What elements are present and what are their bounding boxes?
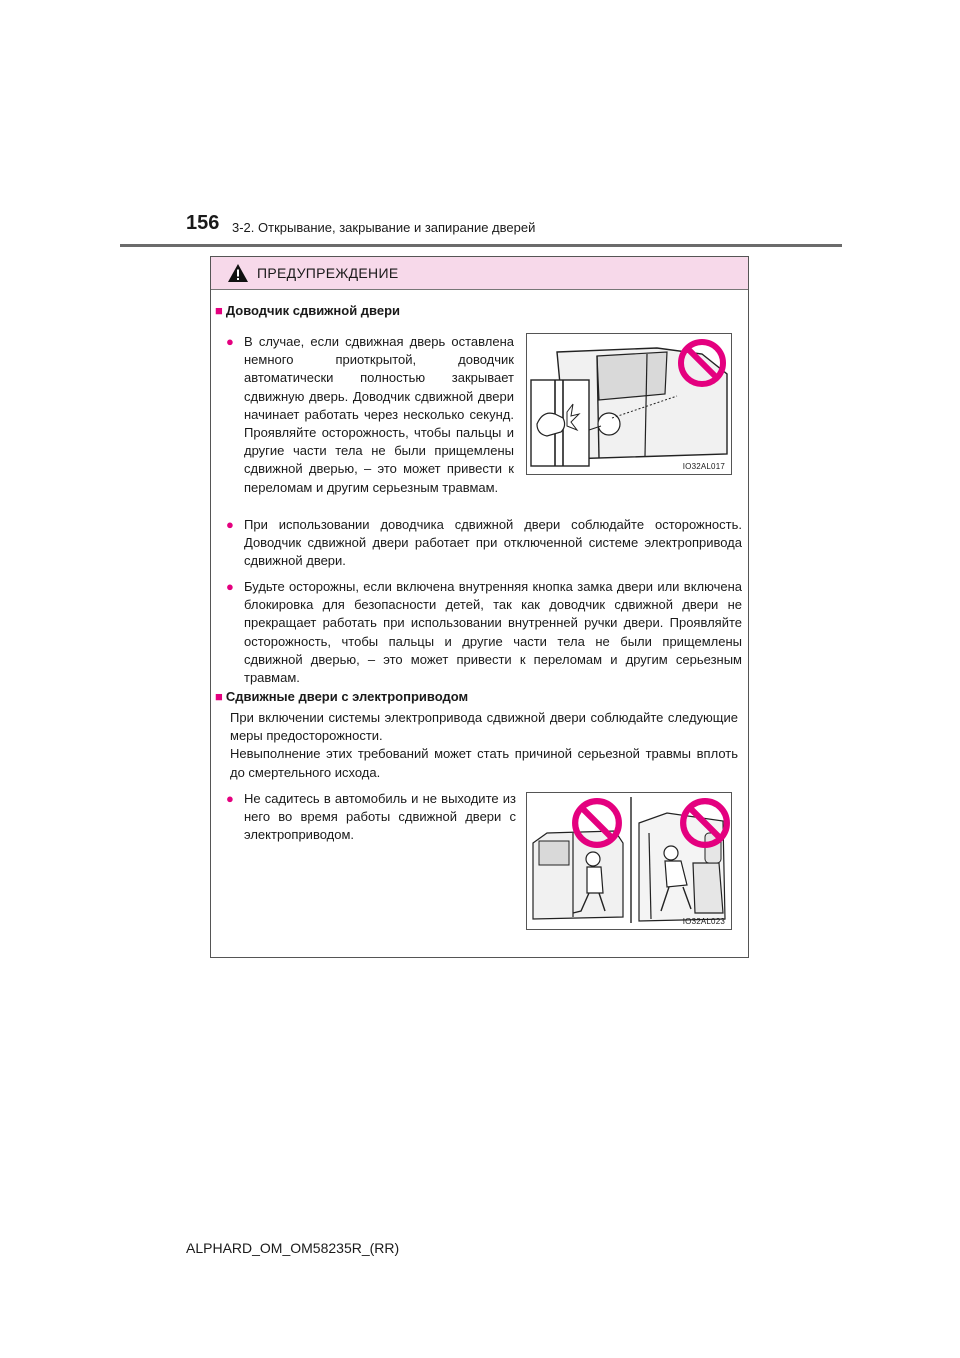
- bullet-dot-icon: ●: [226, 517, 234, 532]
- page-number: 156: [186, 212, 220, 234]
- bullet-item: [226, 790, 516, 845]
- figure-power-doors: [526, 792, 732, 930]
- header-rule: [120, 244, 842, 247]
- bullet-item: [226, 333, 514, 497]
- square-bullet-icon: ■: [215, 303, 223, 318]
- bullet-dot-icon: ●: [226, 791, 234, 806]
- warning-title: ПРЕДУПРЕЖДЕНИЕ: [257, 265, 399, 281]
- figure-door-closer: [526, 333, 732, 475]
- bullet-item: [226, 516, 742, 571]
- bullet-item: [226, 578, 742, 687]
- document-footer: ALPHARD_OM_OM58235R_(RR): [186, 1240, 400, 1256]
- section-heading-text: Сдвижные двери с электроприводом: [225, 689, 469, 704]
- warning-triangle-icon: [227, 263, 249, 283]
- square-bullet-icon: ■: [215, 689, 223, 704]
- figure-code: IO32AL017: [682, 462, 725, 471]
- section-heading-text: Доводчик сдвижной двери: [225, 303, 401, 318]
- bullet-text: При использовании доводчика сдвижной двери соблюдайте осторожность. Доводчик сдвижной двери работает при отключенной системе электропривода сдвижной двери.: [244, 517, 742, 569]
- bullet-dot-icon: ●: [226, 579, 234, 594]
- section-title: 3-2. Открывание, закрывание и запирание дверей: [232, 220, 536, 235]
- prohibition-sign-icon: [679, 797, 731, 849]
- prohibition-sign-icon: [571, 797, 623, 849]
- bullet-text: В случае, если сдвижная дверь оставлена немного приоткрытой, доводчик автоматически полностью закрывает сдвижную дверь. Доводчик сдвижной двери начинает работать через несколько секунд. Проявляйте осторожность, чтобы пальцы и другие части тела не были прищемлены сдвижной дверью, – это может привести к переломам и другим серьезным травмам.: [244, 334, 514, 495]
- bullet-text: Будьте осторожны, если включена внутренняя кнопка замка двери или включена блокировка для безопасности детей, так как доводчик сдвижной двери не прекращает работать при использовании внутренней ручки двери. Проявляйте осторожность, чтобы пальцы и другие части тела не были прищемлены сдвижной дверью, – это может привести к переломам и другим серьезным травмам.: [244, 579, 742, 686]
- section-intro: При включении системы электропривода сдвижной двери соблюдайте следующие меры предосторожности. Невыполнение этих требований может стать причиной серьезной травмы вплоть до смертельного исхода.: [230, 710, 738, 780]
- section-heading-power-doors: [215, 688, 735, 706]
- bullet-dot-icon: ●: [226, 334, 234, 349]
- prohibition-sign-icon: [677, 338, 727, 388]
- bullet-text: Не садитесь в автомобиль и не выходите из него во время работы сдвижной двери с электроприводом.: [244, 791, 516, 843]
- section-heading-closer: [215, 302, 735, 320]
- warning-header: [211, 257, 748, 290]
- figure-code: IO32AL023: [682, 917, 725, 926]
